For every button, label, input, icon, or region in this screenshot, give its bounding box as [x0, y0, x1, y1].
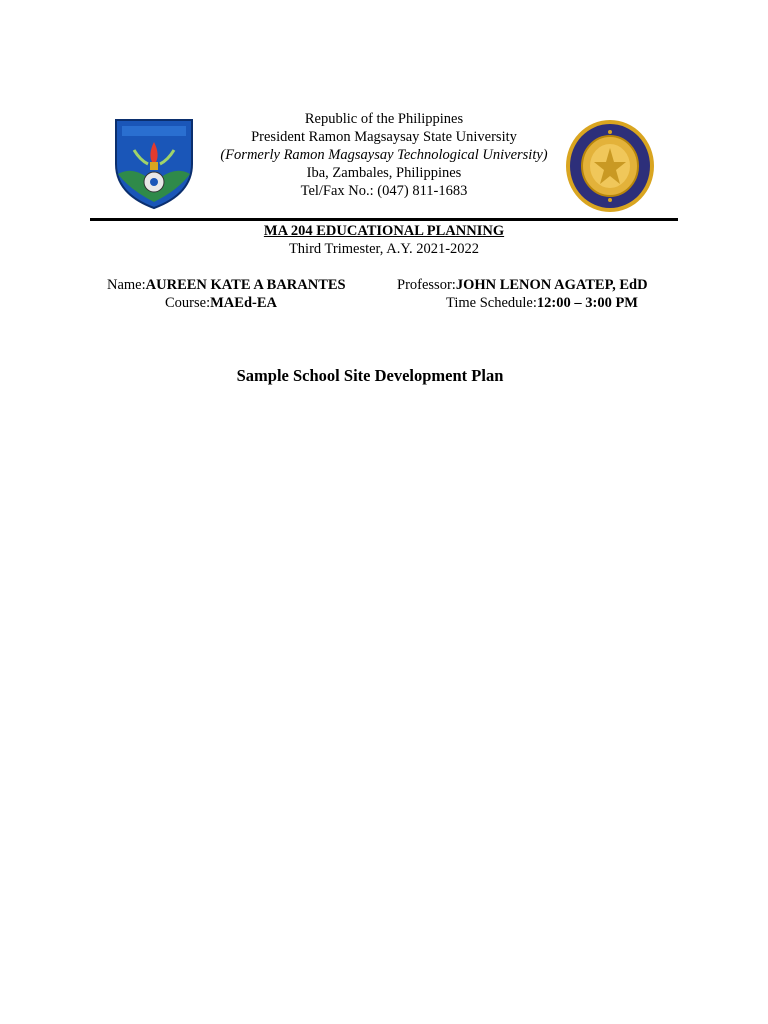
university-shield-logo	[112, 116, 196, 210]
course-term: Third Trimester, A.Y. 2021-2022	[288, 241, 480, 257]
letterhead-university: President Ramon Magsaysay State University	[251, 129, 517, 145]
course-title	[0, 222, 768, 240]
seal-icon	[564, 118, 656, 214]
prmsu-gold-seal-logo	[564, 118, 656, 214]
shield-icon	[112, 116, 196, 210]
name-value: AUREEN KATE A BARANTES	[145, 277, 346, 293]
course-field	[165, 294, 277, 312]
professor-field	[397, 276, 648, 294]
letterhead-former-name: (Formerly Ramon Magsaysay Technological University)	[220, 147, 548, 163]
professor-label: Professor:	[397, 277, 456, 293]
professor-value: JOHN LENON AGATEP, EdD	[455, 277, 648, 293]
letterhead-phone: Tel/Fax No.: (047) 811-1683	[300, 183, 468, 199]
schedule-value: 12:00 – 3:00 PM	[536, 295, 638, 311]
course-label: Course:	[165, 295, 211, 311]
course-title-text: MA 204 EDUCATIONAL PLANNING	[263, 223, 505, 239]
document-title: Sample School Site Development Plan	[236, 366, 504, 385]
letterhead-country: Republic of the Philippines	[304, 111, 464, 127]
student-name-field	[107, 276, 346, 294]
letterhead	[200, 110, 568, 200]
time-schedule-field	[446, 294, 638, 312]
course-value: MAEd-EA	[210, 295, 277, 311]
letterhead-address: Iba, Zambales, Philippines	[306, 165, 462, 181]
schedule-label: Time Schedule:	[446, 295, 537, 311]
header-divider	[90, 218, 678, 221]
name-label: Name:	[107, 277, 146, 293]
